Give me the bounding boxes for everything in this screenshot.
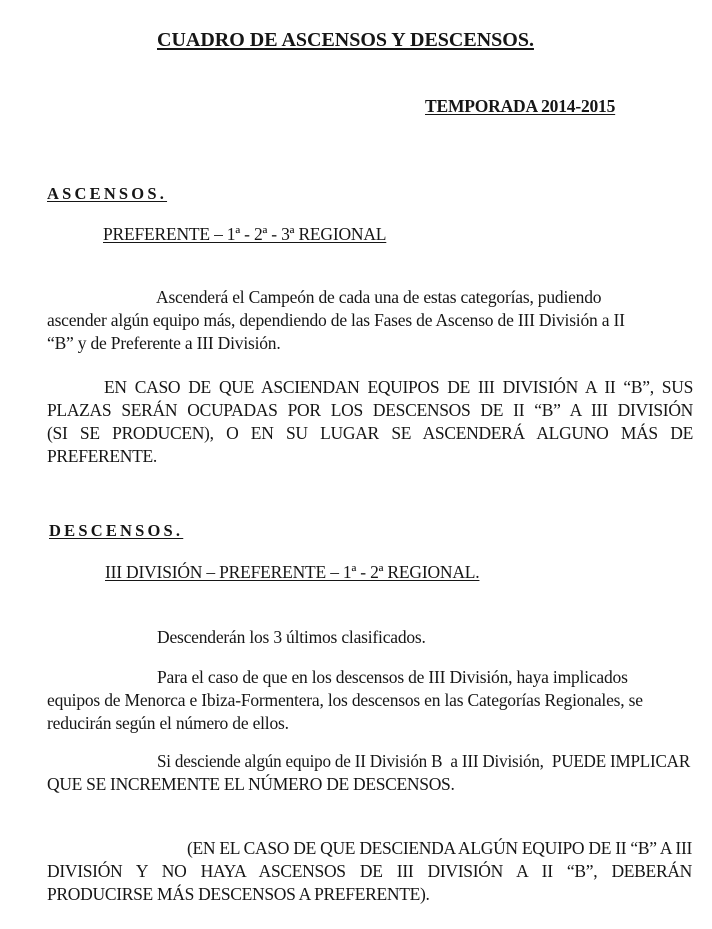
ascensos-paragraph-line: ascender algún equipo más, dependiendo de las Fases de Ascenso de III División a II (47, 310, 625, 330)
descensos-paragraph-line: QUE SE INCREMENTE EL NÚMERO DE DESCENSOS. (47, 774, 455, 794)
ascensos-paragraph-line: PLAZAS SERÁN OCUPADAS POR LOS DESCENSOS DE II “B” A III DIVISIÓN (47, 400, 693, 420)
ascensos-paragraph-line: “B” y de Preferente a III División. (47, 333, 281, 353)
ascensos-paragraph-line: EN CASO DE QUE ASCIENDAN EQUIPOS DE III DIVISIÓN A II “B”, SUS (104, 377, 693, 397)
descensos-paragraph-line: Si desciende algún equipo de II División B a III División, PUEDE IMPLICAR (157, 751, 691, 771)
descensos-paragraph-line: Para el caso de que en los descensos de III División, haya implicados (157, 667, 628, 687)
descensos-paragraph-line: reducirán según el número de ellos. (47, 713, 289, 733)
descensos-paragraph-line: DIVISIÓN Y NO HAYA ASCENSOS DE III DIVISIÓN A II “B”, DEBERÁN (47, 861, 692, 881)
descensos-paragraph-line: equipos de Menorca e Ibiza-Formentera, los descensos en las Categorías Regionales, se (47, 690, 643, 710)
descensos-heading: DESCENSOS. (49, 521, 184, 540)
ascensos-subheading: PREFERENTE – 1ª - 2ª - 3ª REGIONAL (103, 224, 387, 244)
ascensos-paragraph-line: (SI SE PRODUCEN), O EN SU LUGAR SE ASCENDERÁ ALGUNO MÁS DE (47, 423, 693, 443)
descensos-paragraph-line: PRODUCIRSE MÁS DESCENSOS A PREFERENTE). (47, 884, 430, 904)
season-label: TEMPORADA 2014-2015 (425, 96, 616, 116)
ascensos-paragraph-line: PREFERENTE. (47, 446, 157, 466)
descensos-subheading: III DIVISIÓN – PREFERENTE – 1ª - 2ª REGIONAL. (105, 562, 480, 582)
document-title: CUADRO DE ASCENSOS Y DESCENSOS. (157, 29, 534, 51)
ascensos-heading: ASCENSOS. (47, 184, 168, 203)
descensos-paragraph-line: Descenderán los 3 últimos clasificados. (157, 627, 426, 647)
descensos-paragraph-line: (EN EL CASO DE QUE DESCIENDA ALGÚN EQUIPO DE II “B” A III (187, 838, 692, 858)
ascensos-paragraph-line: Ascenderá el Campeón de cada una de estas categorías, pudiendo (156, 287, 602, 307)
